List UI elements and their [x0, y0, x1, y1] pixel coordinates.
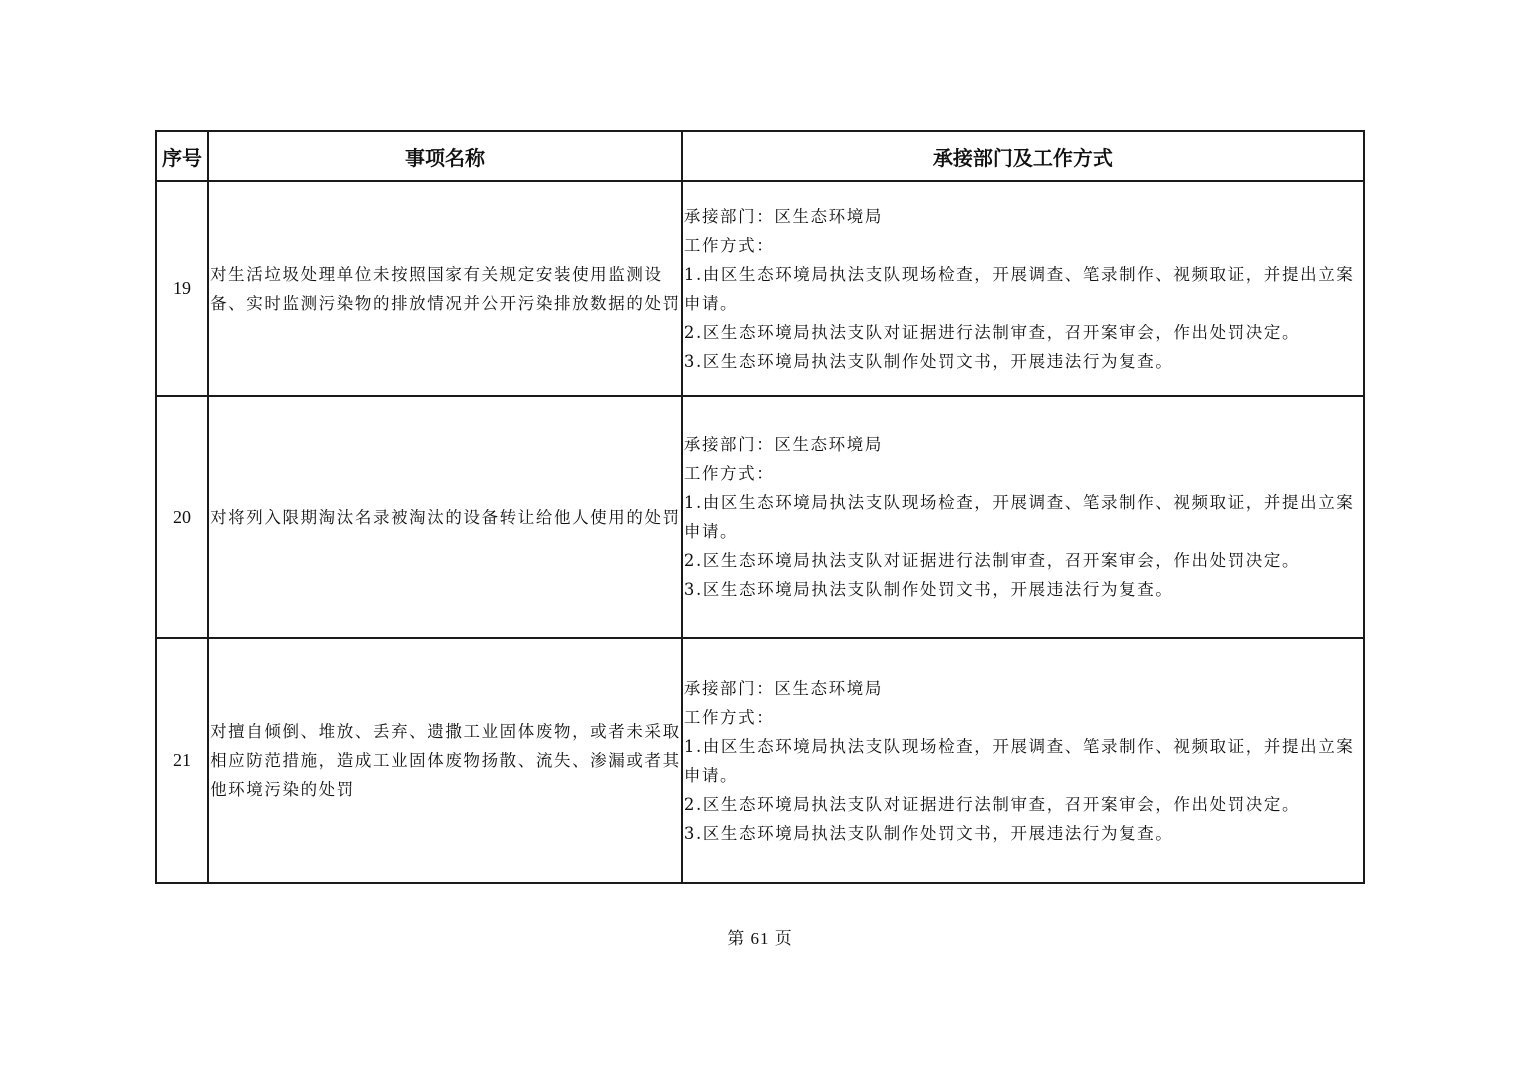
header-row [156, 131, 1364, 181]
method-line: 工作方式： [683, 464, 775, 483]
serial-number-cell: 20 [156, 396, 208, 638]
dept-line: 承接部门：区生态环境局 [683, 678, 883, 698]
dept-method-cell [682, 181, 1364, 396]
header-matter-name: 事项名称 [208, 131, 682, 181]
page-number: 第 61 页 [727, 929, 793, 948]
table-row [156, 181, 1364, 396]
dept-line: 承接部门：区生态环境局 [683, 206, 883, 226]
step-2-text: 2.区生态环境局执法支队对证据进行法制审查，召开案审会，作出处罚决定。 [683, 322, 1301, 342]
step-1-text: 1.由区生态环境局执法支队现场检查，开展调查、笔录制作、视频取证，并提出立案申请。 [683, 493, 1355, 541]
matter-name-cell [208, 181, 682, 396]
matter-name-cell [208, 396, 682, 638]
table-header [156, 131, 1364, 181]
dept-line: 承接部门：区生态环境局 [683, 435, 883, 454]
serial-number-cell: 19 [156, 181, 208, 396]
matter-name-cell [208, 638, 682, 883]
method-line: 工作方式： [683, 707, 775, 727]
header-dept-and-method: 承接部门及工作方式 [682, 131, 1364, 181]
step-1-text: 1.由区生态环境局执法支队现场检查，开展调查、笔录制作、视频取证，并提出立案申请。 [683, 736, 1355, 785]
table-row [156, 638, 1364, 883]
matter-name-text: 对生活垃圾处理单位未按照国家有关规定安装使用监测设备、实时监测污染物的排放情况并公开污染排放数据的处罚 [210, 264, 681, 313]
serial-number-cell: 21 [156, 638, 208, 883]
step-3-text: 3.区生态环境局执法支队制作处罚文书，开展违法行为复查。 [683, 580, 1174, 599]
step-3-text: 3.区生态环境局执法支队制作处罚文书，开展违法行为复查。 [683, 823, 1174, 843]
step-2-text: 2.区生态环境局执法支队对证据进行法制审查，召开案审会，作出处罚决定。 [683, 551, 1301, 570]
step-2-text: 2.区生态环境局执法支队对证据进行法制审查，召开案审会，作出处罚决定。 [683, 794, 1301, 814]
step-3-text: 3.区生态环境局执法支队制作处罚文书，开展违法行为复查。 [683, 351, 1174, 371]
step-1-text: 1.由区生态环境局执法支队现场检查，开展调查、笔录制作、视频取证，并提出立案申请。 [683, 264, 1355, 313]
table-body [156, 181, 1364, 883]
dept-method-cell [682, 396, 1364, 638]
matter-name-text: 对将列入限期淘汰名录被淘汰的设备转让给他人使用的处罚 [210, 507, 681, 527]
method-line: 工作方式： [683, 235, 775, 255]
matters-table [155, 130, 1365, 884]
matter-name-text: 对擅自倾倒、堆放、丢弃、遗撒工业固体废物，或者未采取相应防范措施，造成工业固体废物扬散、流失、渗漏或者其他环境污染的处罚 [210, 722, 681, 799]
table-row [156, 396, 1364, 638]
header-serial-number: 序号 [156, 131, 208, 181]
dept-method-cell [682, 638, 1364, 883]
